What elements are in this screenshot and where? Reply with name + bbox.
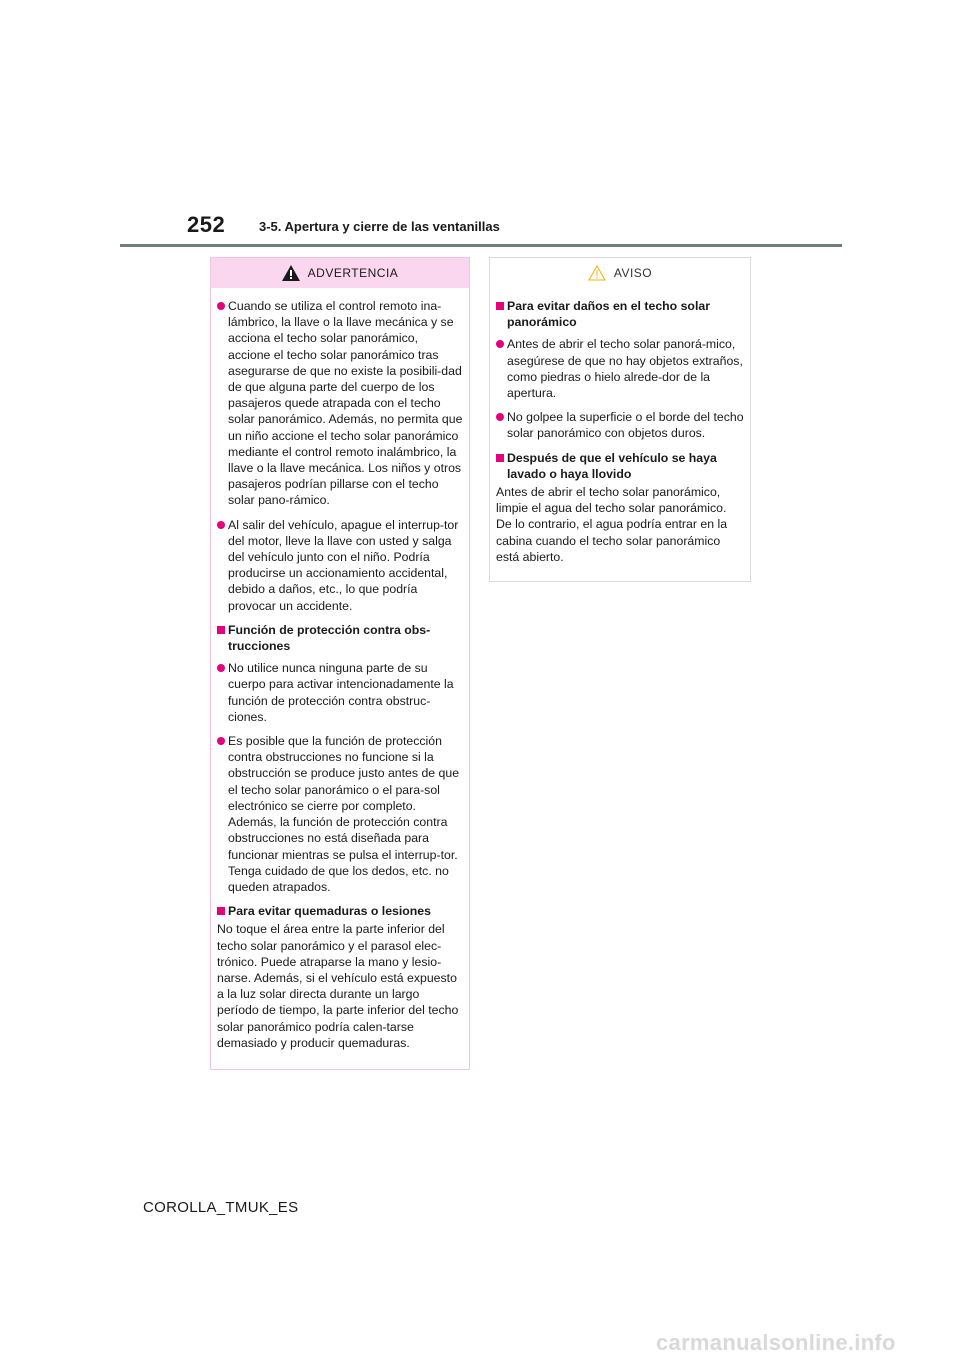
warning-heading-burns — [217, 903, 463, 919]
warning-item-leaving — [217, 517, 463, 614]
warning-item-body-part — [217, 660, 463, 725]
notice-header — [490, 258, 750, 288]
warning-item-text: No utilice nunca ninguna parte de su cuerpo para activar intencionadamente la función de protección contra obstruc-ciones. — [228, 661, 454, 724]
caution-triangle-icon — [588, 265, 606, 281]
warning-item-remote — [217, 298, 463, 509]
bullet-dot-icon — [217, 521, 225, 529]
notice-paragraph: Antes de abrir el techo solar panorámico, limpie el agua del techo solar panorámico. De lo contrario, el agua podría entrar en la cabina cuando el techo solar panorámico está abierto. — [496, 485, 728, 564]
notice-heading-washed — [496, 450, 744, 482]
warning-heading-text: Para evitar quemaduras o lesiones — [228, 904, 431, 919]
warning-heading-obstruction — [217, 622, 463, 654]
bullet-dot-icon — [217, 664, 225, 672]
bullet-square-icon — [217, 907, 225, 915]
header-rule — [120, 244, 842, 247]
bullet-dot-icon — [496, 340, 504, 348]
bullet-dot-icon — [217, 737, 225, 745]
warning-title: ADVERTENCIA — [307, 266, 399, 280]
watermark: carmanualsonline.info — [656, 1330, 896, 1355]
bullet-square-icon — [217, 626, 225, 634]
page-number: 252 — [187, 212, 226, 237]
bullet-square-icon — [496, 454, 504, 462]
bullet-square-icon — [496, 302, 504, 310]
warning-item-text: Es posible que la función de protección contra obstrucciones no funcione si la obstrucción se produce justo antes de que el techo solar panorámico o el para-sol electrónico se cierre por completo. Además, la función de protección contra obstrucciones no está diseñada para funcionar mientras se pulsa el interrup-tor. Tenga cuidado de que los dedos, etc. no queden atrapados. — [228, 734, 460, 894]
notice-box — [489, 257, 751, 582]
warning-triangle-icon — [282, 265, 300, 281]
notice-heading-damage — [496, 298, 744, 330]
warning-header — [211, 258, 469, 288]
notice-item-objects — [496, 336, 744, 401]
warning-item-text: Al salir del vehículo, apague el interrup-tor del motor, lleve la llave con usted y salga del vehículo junto con el niño. Podría producirse un accionamiento accidental, debido a daños, etc., lo que podría provocar un accidente. — [228, 517, 459, 613]
footer-doc-code: COROLLA_TMUK_ES — [143, 1199, 299, 1216]
notice-item-hit — [496, 409, 744, 441]
notice-heading-text: Después de que el vehículo se haya lavado o haya llovido — [507, 450, 717, 481]
warning-paragraph: No toque el área entre la parte inferior del techo solar panorámico y el parasol elec-trónico. Puede atraparse la mano y lesio-narse. Además, si el vehículo está expuesto a la luz solar directa durante un largo período de tiempo, la parte inferior del techo solar panorámico podría calen-tarse demasiado y producir quemaduras. — [217, 922, 459, 1050]
section-title: 3-5. Apertura y cierre de las ventanillas — [259, 219, 500, 234]
notice-title: AVISO — [613, 266, 653, 280]
warning-item-protection — [217, 733, 463, 895]
bullet-dot-icon — [496, 413, 504, 421]
bullet-dot-icon — [217, 302, 225, 310]
warning-item-text: Cuando se utiliza el control remoto ina-lámbrico, la llave o la llave mecánica y se acciona el techo solar panorámico, accione el techo solar panorámico tras asegurarse de que no existe la posibili-dad de que alguna parte del cuerpo de los pasajeros quede atrapada con el techo solar panorámico. Además, no permita que un niño accione el techo solar panorámico mediante el control remoto inalámbrico, la llave o la llave mecánica. Los niños y otros pasajeros podrían pillarse con el techo solar pano-rámico. — [228, 299, 463, 508]
notice-heading-text: Para evitar daños en el techo solar panorámico — [507, 299, 710, 330]
warning-heading-text: Función de protección contra obs-trucciones — [228, 622, 431, 654]
warning-box — [210, 257, 470, 1070]
notice-item-text: No golpee la superficie o el borde del techo solar panorámico con objetos duros. — [507, 410, 744, 441]
notice-item-text: Antes de abrir el techo solar panorá-mico, asegúrese de que no hay objetos extraños, como piedras o hielo alrede-dor de la apertura. — [507, 337, 743, 401]
